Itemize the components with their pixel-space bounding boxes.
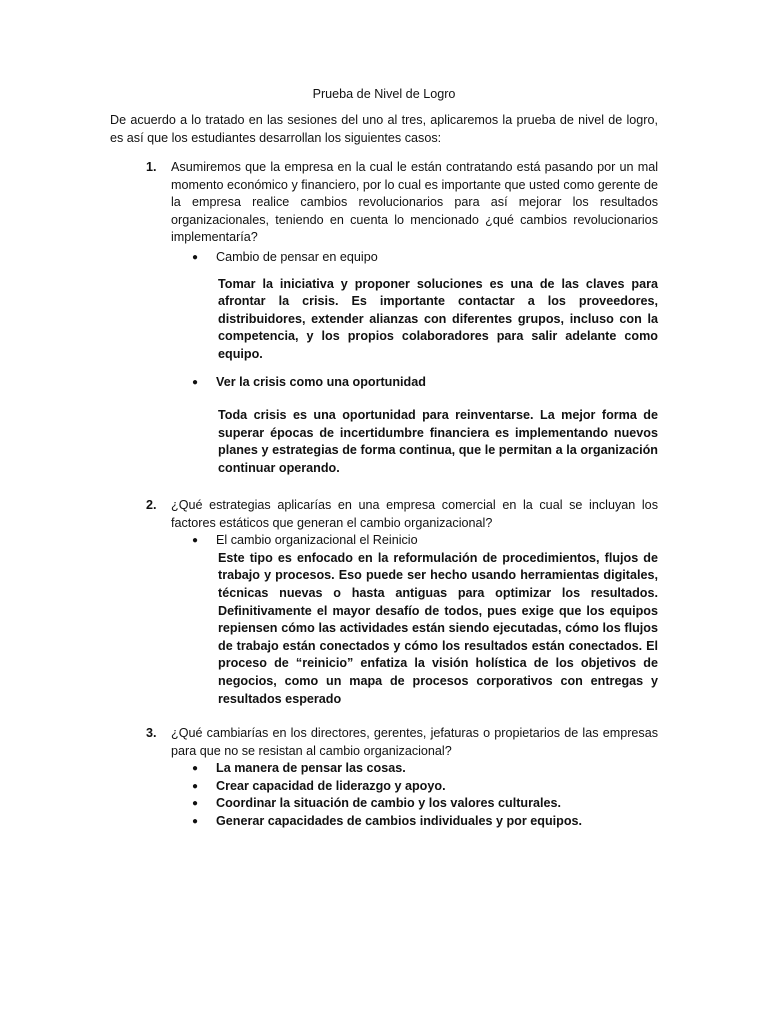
question-2 bbox=[110, 497, 658, 708]
question-1 bbox=[110, 159, 658, 478]
question-3-text: ¿Qué cambiarías en los directores, gerentes, jefaturas o propietarios de las empresas para que no se resistan al cambio organizacional? bbox=[171, 726, 658, 758]
page-title: Prueba de Nivel de Logro bbox=[312, 87, 456, 101]
bullet-dot-icon: ● bbox=[192, 376, 199, 388]
question-2-bullet-1-label: El cambio organizacional el Reinicio bbox=[216, 533, 418, 548]
bullet-dot-icon: ● bbox=[192, 798, 199, 810]
bullet-dot-icon: ● bbox=[192, 251, 199, 263]
question-3-bullet-label: Coordinar la situación de cambio y los valores culturales. bbox=[216, 796, 562, 811]
bullet-dot-icon: ● bbox=[192, 815, 199, 827]
question-1-bullet-1-label: Cambio de pensar en equipo bbox=[216, 249, 378, 264]
bullet-dot-icon: ● bbox=[192, 763, 199, 775]
question-1-number: 1. bbox=[146, 160, 157, 174]
question-1-bullet-2 bbox=[192, 374, 658, 392]
question-1-bullet-2-label: Ver la crisis como una oportunidad bbox=[216, 374, 426, 389]
bullet-dot-icon: ● bbox=[192, 535, 199, 547]
list-item bbox=[192, 795, 658, 813]
question-1-answer-1: Tomar la iniciativa y proponer soluciones es una de las claves para afrontar la crisis. Es importante contactar a los proveedores, distribuidores, extender alianzas con diferentes grupos, incluso con la competencia, y los propios colaboradores para salir adelante como equipo. bbox=[218, 276, 658, 361]
intro-paragraph: De acuerdo a lo tratado en las sesiones del uno al tres, aplicaremos la prueba de nivel de logro, es así que los estudiantes desarrollan los siguientes casos: bbox=[110, 113, 658, 145]
question-1-answer-2: Toda crisis es una oportunidad para reinventarse. La mejor forma de superar épocas de incertidumbre financiera es implementando nuevos planes y estrategias de forma continua, que le permitan a la organización continuar operando. bbox=[218, 408, 658, 475]
bullet-dot-icon: ● bbox=[192, 780, 199, 792]
question-3-bullet-label: Crear capacidad de liderazgo y apoyo. bbox=[216, 778, 446, 793]
question-2-bullet-1 bbox=[192, 532, 658, 550]
question-3-bullet-label: Generar capacidades de cambios individuales y por equipos. bbox=[216, 813, 583, 828]
list-item bbox=[192, 760, 658, 778]
list-item bbox=[192, 778, 658, 796]
question-2-number: 2. bbox=[146, 498, 157, 512]
question-1-text: Asumiremos que la empresa en la cual le están contratando está pasando por un mal momento económico y financiero, por lo cual es importante que usted como gerente de la empresa realice cambios revolucionarios para así mejorar los resultados organizacionales, teniendo en cuenta lo mencionado ¿qué cambios revolucionarios implementaría? bbox=[171, 160, 658, 245]
question-1-bullet-1 bbox=[192, 249, 658, 267]
question-3 bbox=[110, 725, 658, 831]
question-2-text: ¿Qué estrategias aplicarías en una empresa comercial en la cual se incluyan los factores estáticos que generan el cambio organizacional? bbox=[171, 498, 658, 530]
question-2-answer-1: Este tipo es enfocado en la reformulación de procedimientos, flujos de trabajo y procesos. Eso puede ser hecho usando herramientas digitales, técnicas nuevas o hasta antiguas para optimizar los resultados. Definitivamente el mayor desafío de todos, pues exige que los equipos repiensen cómo las actividades están siendo ejecutadas, cómo los flujos de trabajo están conectados y cómo los resultados están conectados. El proceso de “reinicio” enfatiza la visión holística de los objetivos de negocios, como un mapa de procesos corporativos con entregas y resultados esperado bbox=[218, 550, 658, 706]
list-item bbox=[192, 813, 658, 831]
question-3-number: 3. bbox=[146, 726, 157, 740]
question-3-bullet-label: La manera de pensar las cosas. bbox=[216, 761, 406, 776]
